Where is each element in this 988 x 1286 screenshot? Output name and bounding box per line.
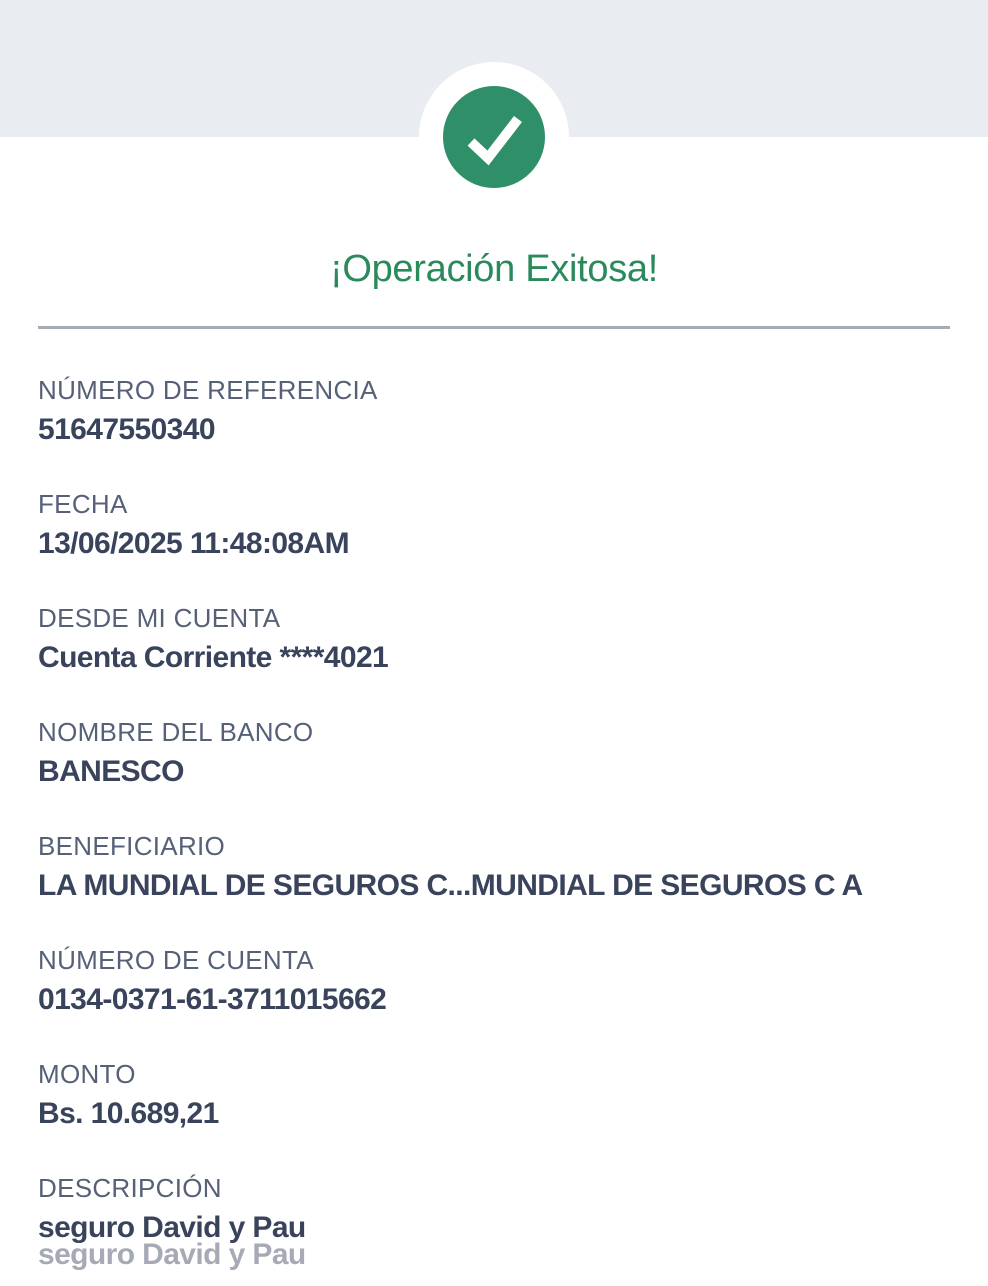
receipt-fields: [38, 374, 978, 1286]
field-value: Cuenta Corriente ****4021: [38, 641, 389, 674]
divider: [38, 326, 950, 329]
field-numero-de-cuenta: [38, 944, 978, 1020]
field-value: Bs. 10.689,21: [38, 1097, 219, 1130]
success-title: ¡Operación Exitosa!: [329, 248, 658, 290]
field-label: DESCRIPCIÓN: [38, 1173, 222, 1203]
field-value: 51647550340: [38, 413, 215, 446]
field-label: NÚMERO DE CUENTA: [38, 945, 314, 975]
field-label: DESDE MI CUENTA: [38, 603, 281, 633]
success-icon-ring: [419, 62, 569, 212]
field-label: NÚMERO DE REFERENCIA: [38, 375, 378, 405]
field-value: 13/06/2025 11:48:08AM: [38, 527, 349, 560]
field-value: seguro David y Pau: [38, 1211, 306, 1244]
field-desde-mi-cuenta: [38, 602, 978, 678]
field-label: FECHA: [38, 489, 128, 519]
field-label: BENEFICIARIO: [38, 831, 226, 861]
field-value: BANESCO: [38, 755, 184, 788]
field-descripcion: [38, 1172, 978, 1248]
field-beneficiario: [38, 830, 978, 906]
check-icon: [443, 86, 545, 188]
field-numero-de-referencia: [38, 374, 978, 450]
cutoff-text-fragment: seguro David y Pau: [38, 1238, 306, 1271]
field-monto: [38, 1058, 978, 1134]
field-value: 0134-0371-61-3711015662: [38, 983, 387, 1016]
field-fecha: [38, 488, 978, 564]
field-label: NOMBRE DEL BANCO: [38, 717, 314, 747]
field-value: LA MUNDIAL DE SEGUROS C...MUNDIAL DE SEGUROS C A: [38, 869, 863, 902]
field-nombre-del-banco: [38, 716, 978, 792]
field-label: MONTO: [38, 1059, 136, 1089]
